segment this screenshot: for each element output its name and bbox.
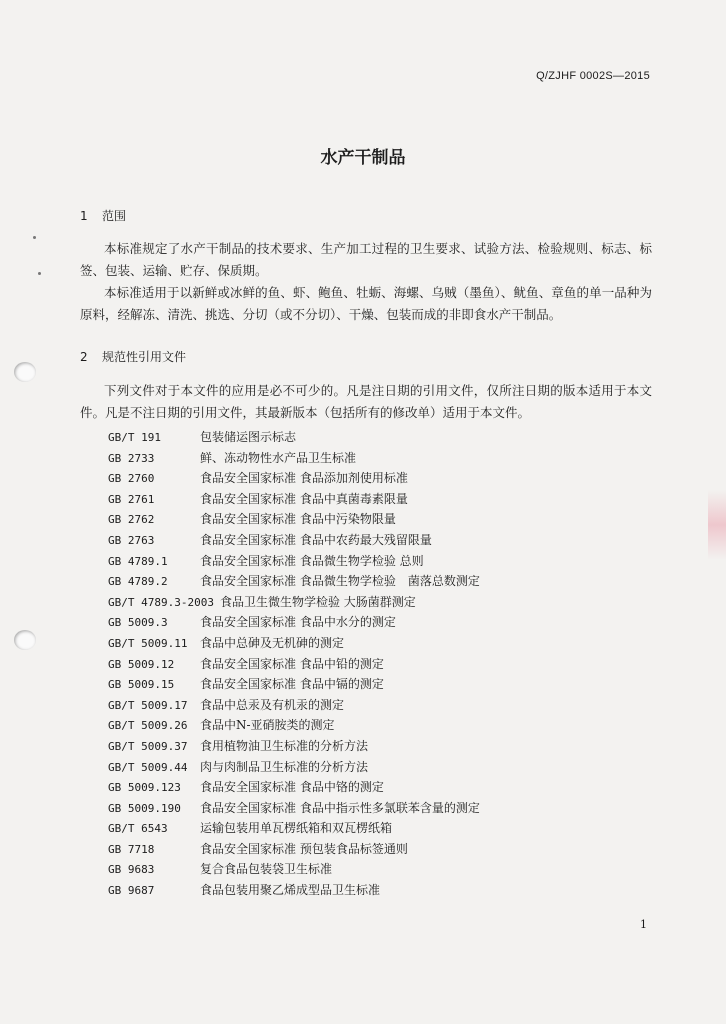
reference-title: 食品安全国家标准 食品中铅的测定 [200, 656, 384, 671]
reference-title: 食品安全国家标准 食品微生物学检验 总则 [200, 553, 424, 568]
reference-code: GB/T 4789.3-2003 [108, 595, 214, 609]
scope-paragraph-2: 本标准适用于以新鲜或冰鲜的鱼、虾、鲍鱼、牡蛎、海螺、乌贼（墨鱼）、鱿鱼、章鱼的单一品种为原料，经解冻、清洗、挑选、分切（或不分切）、干燥、包装而成的非即食水产干制品。 [80, 285, 652, 322]
reference-title: 食用植物油卫生标准的分析方法 [200, 738, 369, 753]
section-title: 规范性引用文件 [102, 350, 187, 364]
scan-speck [33, 236, 36, 239]
reference-title: 食品安全国家标准 食品中水分的测定 [200, 615, 396, 630]
reference-title: 食品安全国家标准 预包装食品标签通则 [200, 841, 408, 856]
reference-title: 食品卫生微生物学检验 大肠菌群测定 [219, 594, 416, 609]
reference-code: GB 4789.1 [108, 554, 168, 568]
reference-title: 食品安全国家标准 食品添加剂使用标准 [200, 471, 408, 486]
reference-item [108, 612, 628, 633]
reference-item [108, 468, 628, 489]
reference-item [108, 818, 628, 839]
reference-code: GB 2763 [108, 533, 155, 547]
reference-item [108, 633, 628, 654]
reference-title: 食品安全国家标准 食品中镉的测定 [200, 677, 384, 692]
reference-title: 食品安全国家标准 食品中铬的测定 [200, 780, 384, 795]
reference-title: 食品中N-亚硝胺类的测定 [200, 718, 335, 733]
seal-stamp-fragment [708, 490, 726, 560]
reference-item [108, 859, 628, 880]
punch-hole-bottom [14, 630, 36, 650]
reference-code: GB 2760 [108, 472, 155, 486]
reference-item [108, 509, 628, 530]
reference-code: GB 5009.190 [108, 801, 181, 815]
reference-title: 食品安全国家标准 食品中指示性多氯联苯含量的测定 [200, 800, 480, 815]
reference-item [108, 571, 628, 592]
document-title: 水产干制品 [320, 148, 406, 168]
reference-code: GB 5009.15 [108, 678, 175, 692]
reference-code: GB 7718 [108, 842, 155, 856]
reference-code: GB 5009.123 [108, 781, 181, 795]
reference-title: 食品中总汞及有机汞的测定 [200, 697, 345, 712]
section-title: 范围 [102, 209, 127, 223]
reference-title: 食品安全国家标准 食品中农药最大残留限量 [200, 532, 432, 547]
reference-item [108, 654, 628, 675]
reference-item [108, 695, 628, 716]
reference-item [108, 880, 628, 901]
reference-code: GB 5009.3 [108, 616, 168, 630]
reference-title: 食品包装用聚乙烯成型品卫生标准 [200, 883, 381, 898]
reference-code: GB 9683 [108, 863, 155, 877]
reference-item [108, 798, 628, 819]
reference-code: GB 2733 [108, 451, 155, 465]
reference-item [108, 448, 628, 469]
reference-code: GB 4789.2 [108, 575, 168, 589]
reference-title: 食品安全国家标准 食品微生物学检验 菌落总数测定 [200, 574, 480, 589]
reference-item [108, 551, 628, 572]
reference-code: GB 5009.12 [108, 657, 175, 671]
reference-code: GB/T 5009.26 [108, 719, 188, 733]
reference-item [108, 489, 628, 510]
reference-code: GB/T 5009.44 [108, 760, 188, 774]
document-code: Q/ZJHF 0002S—2015 [536, 70, 650, 82]
reference-code: GB/T 5009.11 [108, 636, 188, 650]
section-heading-references [80, 348, 186, 365]
reference-title: 肉与肉制品卫生标准的分析方法 [200, 759, 369, 774]
reference-title: 包装储运图示标志 [200, 430, 297, 444]
reference-code: GB 2762 [108, 513, 155, 527]
reference-title: 食品安全国家标准 食品中真菌毒素限量 [200, 491, 408, 506]
reference-title: 食品中总砷及无机砷的测定 [200, 635, 345, 650]
reference-code: GB/T 5009.37 [108, 739, 188, 753]
reference-title: 食品安全国家标准 食品中污染物限量 [200, 512, 396, 527]
scan-speck [38, 272, 41, 275]
punch-hole-top [14, 362, 36, 382]
references-intro: 下列文件对于本文件的应用是必不可少的。凡是注日期的引用文件，仅所注日期的版本适用于本文件。凡是不注日期的引用文件，其最新版本（包括所有的修改单）适用于本文件。 [80, 383, 652, 420]
reference-item [108, 715, 628, 736]
reference-title: 运输包装用单瓦楞纸箱和双瓦楞纸箱 [200, 821, 393, 836]
scope-paragraph-1: 本标准规定了水产干制品的技术要求、生产加工过程的卫生要求、试验方法、检验规则、标志、标签、包装、运输、贮存、保质期。 [80, 241, 652, 278]
reference-title: 鲜、冻动物性水产品卫生标准 [200, 450, 357, 465]
page-number: 1 [640, 918, 647, 931]
reference-code: GB/T 6543 [108, 822, 168, 836]
reference-code: GB 9687 [108, 884, 155, 898]
reference-title: 复合食品包装袋卫生标准 [200, 862, 333, 877]
section-heading-scope [80, 207, 126, 224]
reference-code: GB 2761 [108, 492, 155, 506]
reference-item [108, 674, 628, 695]
reference-item [108, 777, 628, 798]
reference-item [108, 839, 628, 860]
reference-list [108, 427, 628, 901]
reference-item [108, 592, 628, 613]
reference-item [108, 427, 628, 448]
section-number: 1 [80, 209, 88, 223]
reference-item [108, 757, 628, 778]
reference-code: GB/T 5009.17 [108, 698, 188, 712]
section-number: 2 [80, 350, 88, 364]
reference-item [108, 736, 628, 757]
reference-item [108, 530, 628, 551]
reference-code: GB/T 191 [108, 431, 161, 444]
